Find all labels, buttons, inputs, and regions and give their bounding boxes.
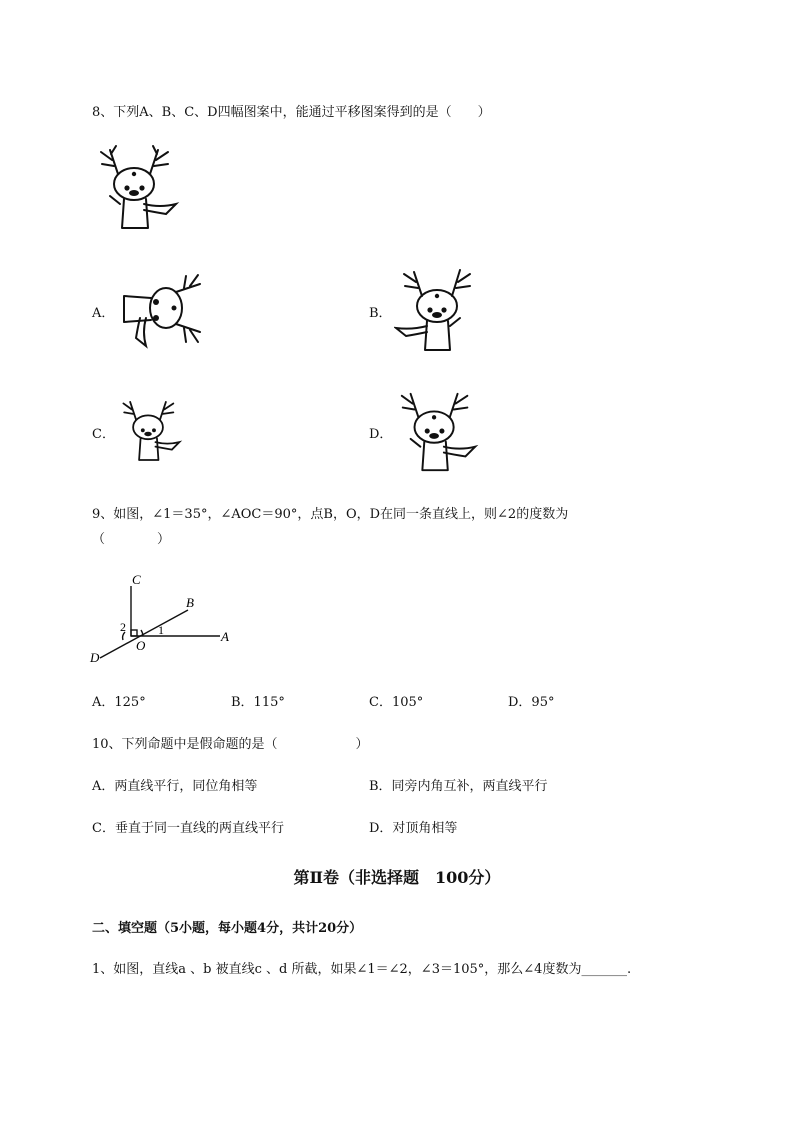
label-d: D <box>90 650 100 665</box>
q9-option-b: B．115° <box>231 695 285 710</box>
section-subtitle: 二、填空题（5小题，每小题4分，共计20分） <box>92 921 363 936</box>
label-1: 1 <box>158 623 164 637</box>
section-title: 第Ⅱ卷（非选择题 100分） <box>293 868 501 887</box>
q10-option-d: D．对顶角相等 <box>369 821 458 836</box>
q9-option-c: C．105° <box>369 695 424 710</box>
right-angle-mark <box>131 630 137 636</box>
label-a: A <box>221 629 229 644</box>
label-c: C <box>132 572 141 587</box>
q10-option-c: C．垂直于同一直线的两直线平行 <box>92 821 284 836</box>
q8-stem: 8、下列A、B、C、D四幅图案中，能通过平移图案得到的是（ ） <box>92 105 491 120</box>
deer-option-b-image <box>394 264 480 356</box>
q8-option-b-label: B． <box>369 306 392 321</box>
q10-option-a: A．两直线平行，同位角相等 <box>92 779 258 794</box>
deer-option-c-image <box>118 396 184 466</box>
deer-option-a-image <box>116 264 210 354</box>
q9-option-d: D．95° <box>508 695 555 710</box>
q9-angle-figure <box>88 570 238 666</box>
q10-stem: 10、下列命题中是假命题的是（ ） <box>92 737 369 752</box>
label-o: O <box>136 638 146 653</box>
q8-option-a-label: A． <box>92 306 115 321</box>
q10-option-b: B．同旁内角互补，两直线平行 <box>369 779 548 794</box>
q8-option-c-label: C． <box>92 427 115 442</box>
q9-option-a: A．125° <box>92 695 146 710</box>
label-b: B <box>186 595 194 610</box>
fill1-stem: 1、如图，直线a 、b 被直线c 、d 所截，如果∠1＝∠2，∠3＝105°，那么∠4度数为_______. <box>92 962 632 977</box>
q9-stem: 9、如图，∠1＝35°，∠AOC＝90°，点B，O，D在同一条直线上，则∠2的度数为 <box>92 507 569 522</box>
q9-answer-paren: （ ） <box>92 532 171 547</box>
deer-option-d-image <box>396 386 480 478</box>
deer-original-image <box>96 142 180 236</box>
q8-option-d-label: D． <box>369 427 393 442</box>
label-2: 2 <box>120 620 126 634</box>
